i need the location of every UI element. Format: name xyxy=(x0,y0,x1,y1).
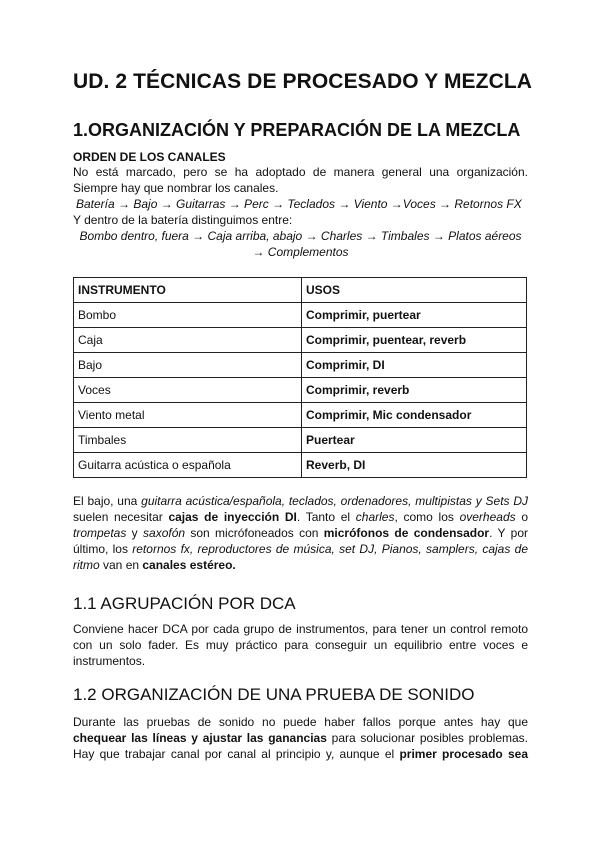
text-run: guitarra acústica/española, teclados, ordenadores, multipistas y Sets DJ xyxy=(141,494,528,508)
di-line-2 xyxy=(73,509,528,525)
header-instrument: INSTRUMENTO xyxy=(74,278,302,303)
dca-line-1: Conviene hacer DCA por cada grupo de instrumentos, para tener un control remoto xyxy=(73,622,528,636)
uses-cell: Reverb, DI xyxy=(302,453,527,478)
table-row xyxy=(74,303,527,328)
soundcheck-line-2 xyxy=(73,730,528,746)
instrument-cell: Bajo xyxy=(74,353,302,378)
text-run: Hay que trabajar canal por canal al principio y, aunque el xyxy=(73,747,400,761)
di-line-1 xyxy=(73,493,528,509)
text-run: , como los xyxy=(394,510,460,524)
soundcheck-line-3 xyxy=(73,746,528,762)
drums-intro: Y dentro de la batería distinguimos entre: xyxy=(73,213,293,227)
text-run: y xyxy=(126,526,144,540)
text-run: van en xyxy=(99,558,143,572)
text-run: trompetas xyxy=(73,526,127,540)
drums-order-line-2: → Complementos xyxy=(252,245,349,259)
table-row xyxy=(74,403,527,428)
table-row xyxy=(74,328,527,353)
uses-cell: Puertear xyxy=(302,428,527,453)
dca-paragraph xyxy=(73,621,528,669)
text-run: chequear las líneas y ajustar las ganancias xyxy=(73,731,327,745)
header-uses: USOS xyxy=(302,278,527,303)
text-run: son micrófoneados con xyxy=(185,526,324,540)
text-run: suelen necesitar xyxy=(73,510,169,524)
text-run: último, los xyxy=(73,542,133,556)
text-run: charles xyxy=(355,510,395,524)
table-row xyxy=(74,378,527,403)
dca-line-3: instrumentos. xyxy=(73,654,146,668)
document-title: UD. 2 TÉCNICAS DE PROCESADO Y MEZCLA xyxy=(73,70,533,93)
uses-cell: Comprimir, Mic condensador xyxy=(302,403,527,428)
channel-order-intro xyxy=(73,164,528,260)
instrument-cell: Viento metal xyxy=(74,403,302,428)
table-header-row xyxy=(74,278,527,303)
table-row xyxy=(74,353,527,378)
intro-line-2: Siempre hay que nombrar los canales. xyxy=(73,181,279,195)
table-row xyxy=(74,453,527,478)
text-run: o xyxy=(515,510,528,524)
di-paragraph xyxy=(73,493,528,573)
section-1-heading: 1.ORGANIZACIÓN Y PREPARACIÓN DE LA MEZCLA xyxy=(73,120,521,140)
text-run: . Y por xyxy=(489,526,528,540)
di-line-3 xyxy=(73,525,528,541)
soundcheck-paragraph xyxy=(73,714,528,762)
text-run: micrófonos de condensador xyxy=(323,526,490,540)
text-run: para solucionar posibles problemas. xyxy=(326,731,528,745)
section-1-2-heading: 1.2 ORGANIZACIÓN DE UNA PRUEBA DE SONIDO xyxy=(73,685,475,704)
uses-cell: Comprimir, reverb xyxy=(302,378,527,403)
instrument-uses-table xyxy=(73,277,527,478)
section-1-1-heading: 1.1 AGRUPACIÓN POR DCA xyxy=(73,594,296,613)
instrument-cell: Bombo xyxy=(74,303,302,328)
uses-cell: Comprimir, puentear, reverb xyxy=(302,328,527,353)
text-run: . Tanto el xyxy=(296,510,356,524)
drums-order-line-1: Bombo dentro, fuera → Caja arriba, abajo → Charles → Timbales → Platos aéreos xyxy=(79,229,522,243)
dca-line-2: con un solo fader. Es muy práctico para conseguir un equilibrio entre voces e xyxy=(73,638,528,652)
text-run: overheads xyxy=(459,510,516,524)
text-run: ritmo xyxy=(73,558,100,572)
instrument-cell: Timbales xyxy=(74,428,302,453)
instrument-cell: Guitarra acústica o española xyxy=(74,453,302,478)
text-run: cajas de inyección DI xyxy=(168,510,297,524)
table-row xyxy=(74,428,527,453)
text-run: canales estéreo. xyxy=(142,558,236,572)
text-run: primer procesado sea xyxy=(399,747,529,761)
text-run: retornos fx, reproductores de música, set DJ, Pianos, samplers, cajas de xyxy=(132,542,528,556)
instrument-cell: Caja xyxy=(74,328,302,353)
di-line-5 xyxy=(73,557,528,573)
channel-order-sequence: Batería → Bajo → Guitarras → Perc → Teclados → Viento →Voces → Retornos FX xyxy=(76,197,522,211)
intro-line-1: No está marcado, pero se ha adoptado de manera general una organización. xyxy=(73,165,528,179)
di-line-4 xyxy=(73,541,528,557)
text-run: El bajo, una xyxy=(73,494,142,508)
soundcheck-line-1: Durante las pruebas de sonido no puede haber fallos porque antes hay que xyxy=(73,715,528,729)
uses-cell: Comprimir, puertear xyxy=(302,303,527,328)
uses-cell: Comprimir, DI xyxy=(302,353,527,378)
instrument-cell: Voces xyxy=(74,378,302,403)
text-run: saxofón xyxy=(143,526,186,540)
channel-order-subheading: ORDEN DE LOS CANALES xyxy=(73,150,226,164)
